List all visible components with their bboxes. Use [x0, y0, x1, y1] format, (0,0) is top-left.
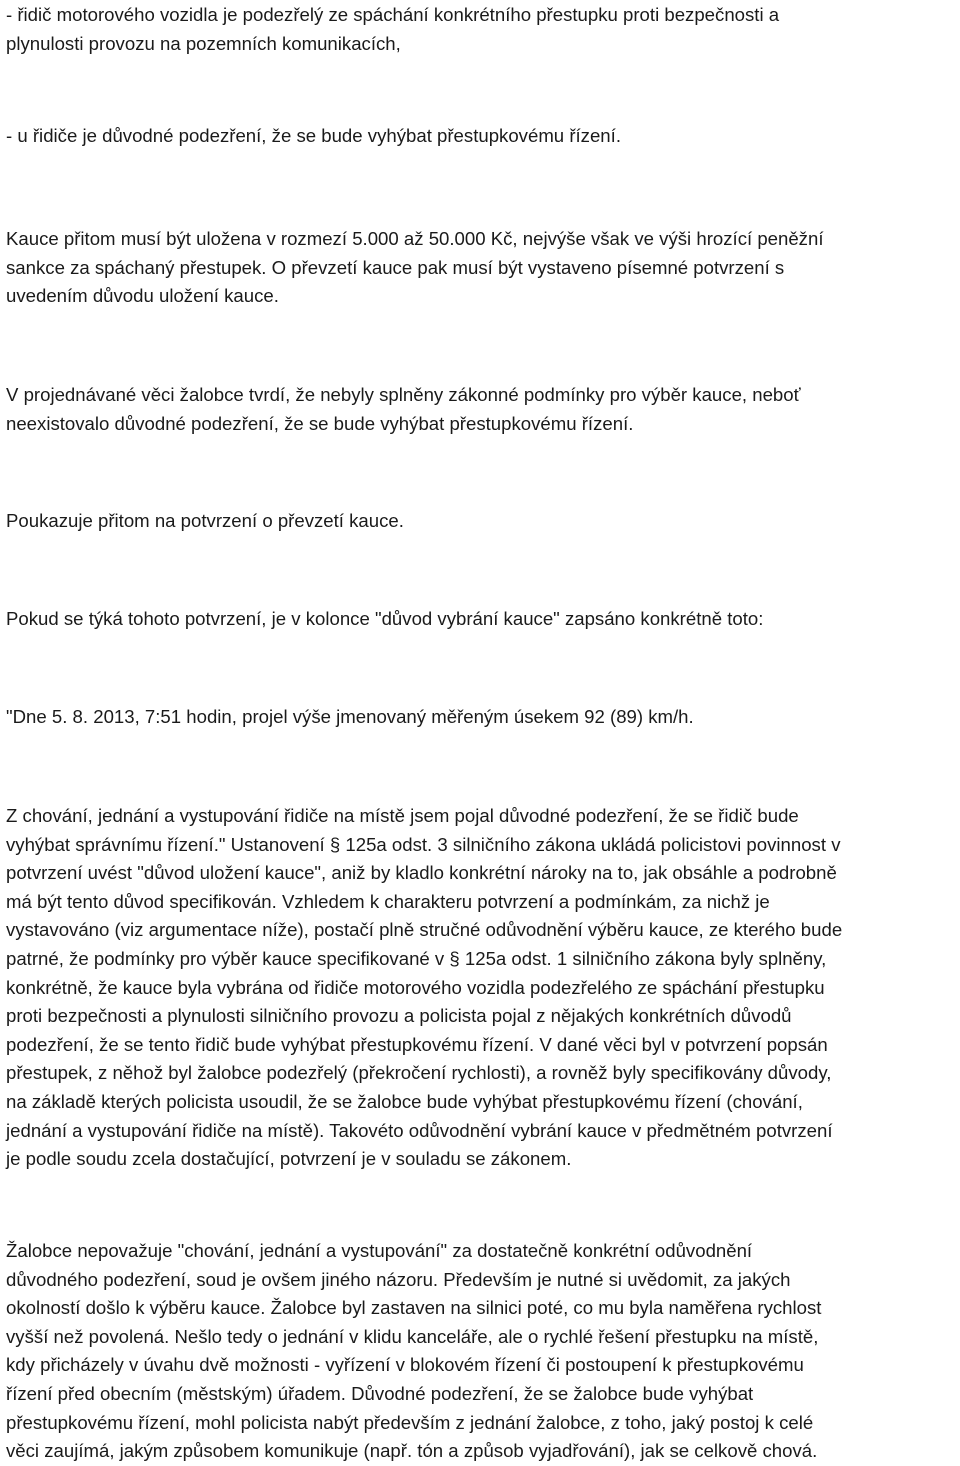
text-line: jednání a vystupování řidiče na místě). Takovéto odůvodnění vybrání kauce v předmětném potvrzení — [6, 1119, 833, 1141]
text-line: věci zaujímá, jakým způsobem komunikuje (např. tón a způsob vyjadřování), jak se celkově chová. — [6, 1440, 818, 1462]
text-line: vyhýbat správnímu řízení." Ustanovení § 125a odst. 3 silničního zákona ukládá policistovi povinnost v — [6, 833, 841, 855]
text-line: - u řidiče je důvodné podezření, že se bude vyhýbat přestupkovému řízení. — [6, 125, 621, 146]
paragraph-avoid-proceedings — [6, 122, 954, 151]
paragraph-receipt-reason — [6, 605, 954, 634]
paragraph-driver-suspected — [6, 1, 954, 58]
paragraph-plaintiff-claim — [6, 381, 954, 438]
text-line: proti bezpečnosti a plynulosti silničního provozu a policista pojal z nějakých konkrétních důvodů — [6, 1005, 792, 1027]
paragraph-deposit-range — [6, 225, 954, 311]
text-line: přestupkovému řízení, mohl policista nabýt především z jednání žalobce, z toho, jaký postoj k celé — [6, 1411, 814, 1433]
text-line: přestupek, z něhož byl žalobce podezřelý (překročení rychlosti), a rovněž byly specifikovány důvody, — [6, 1062, 832, 1084]
text-line: konkrétně, že kauce byla vybrána od řidiče motorového vozidla podezřelého ze spáchání přestupku — [6, 976, 825, 998]
text-line: Z chování, jednání a vystupování řidiče na místě jsem pojal důvodné podezření, že se řidič bude — [6, 805, 799, 826]
text-line: sankce za spáchaný přestupek. O převzetí kauce pak musí být vystaveno písemné potvrzení s — [6, 256, 785, 278]
text-line: potvrzení uvést "důvod uložení kauce", aniž by kladlo konkrétní nároky na to, jak obsáhle a podrobně — [6, 862, 837, 884]
text-line: plynulosti provozu na pozemních komunikacích, — [6, 32, 401, 54]
text-line: okolností došlo k výběru kauce. Žalobce byl zastaven na silnici poté, co mu byla naměřena rychlost — [6, 1297, 822, 1319]
text-line: - řidič motorového vozidla je podezřelý ze spáchání konkrétního přestupku proti bezpečnosti a — [6, 4, 780, 25]
text-line: podezření, že se tento řidič bude vyhýbat přestupkovému řízení. V dané věci byl v potvrzení popsán — [6, 1033, 828, 1055]
text-line: má být tento důvod specifikován. Vzhledem k charakteru potvrzení a podmínkám, za nichž je — [6, 890, 770, 912]
text-line: uvedením důvodu uložení kauce. — [6, 285, 279, 307]
text-line: Žalobce nepovažuje "chování, jednání a vystupování" za dostatečně konkrétní odůvodnění — [6, 1240, 753, 1261]
text-line: "Dne 5. 8. 2013, 7:51 hodin, projel výše jmenovaný měřeným úsekem 92 (89) km/h. — [6, 706, 694, 727]
paragraph-plaintiff-objection — [6, 1237, 954, 1466]
text-line: vyšší než povolená. Nešlo tedy o jednání v klidu kanceláře, ale o rychlé řešení přestupku na místě, — [6, 1325, 819, 1347]
paragraph-court-assessment — [6, 802, 954, 1174]
text-line: Poukazuje přitom na potvrzení o převzetí kauce. — [6, 510, 404, 531]
text-line: V projednávané věci žalobce tvrdí, že nebyly splněny zákonné podmínky pro výběr kauce, neboť — [6, 384, 801, 405]
text-line: vystavováno (viz argumentace níže), postačí plně stručné odůvodnění výběru kauce, ze kterého bude — [6, 919, 843, 941]
text-line: řízení před obecním (městským) úřadem. Důvodné podezření, že se žalobce bude vyhýbat — [6, 1382, 754, 1404]
text-line: na základě kterých policista usoudil, že se žalobce bude vyhýbat přestupkovému řízení (chování, — [6, 1090, 803, 1112]
text-line: důvodného podezření, soud je ovšem jiného názoru. Především je nutné si uvědomit, za jakých — [6, 1268, 791, 1290]
paragraph-receipt-reference — [6, 507, 954, 536]
text-line: Pokud se týká tohoto potvrzení, je v kolonce "důvod vybrání kauce" zapsáno konkrétně toto: — [6, 608, 764, 629]
text-line: neexistovalo důvodné podezření, že se bude vyhýbat přestupkovému řízení. — [6, 412, 634, 434]
text-line: kdy přicházely v úvahu dvě možnosti - vyřízení v blokovém řízení či postoupení k přestupkovému — [6, 1354, 804, 1376]
text-line: patrné, že podmínky pro výběr kauce specifikované v § 125a odst. 1 silničního zákona byly splněny, — [6, 947, 827, 969]
text-line: je podle soudu zcela dostačující, potvrzení je v souladu se zákonem. — [6, 1148, 572, 1170]
paragraph-quote-date — [6, 703, 954, 732]
text-line: Kauce přitom musí být uložena v rozmezí 5.000 až 50.000 Kč, nejvýše však ve výši hrozící peněžní — [6, 228, 824, 249]
